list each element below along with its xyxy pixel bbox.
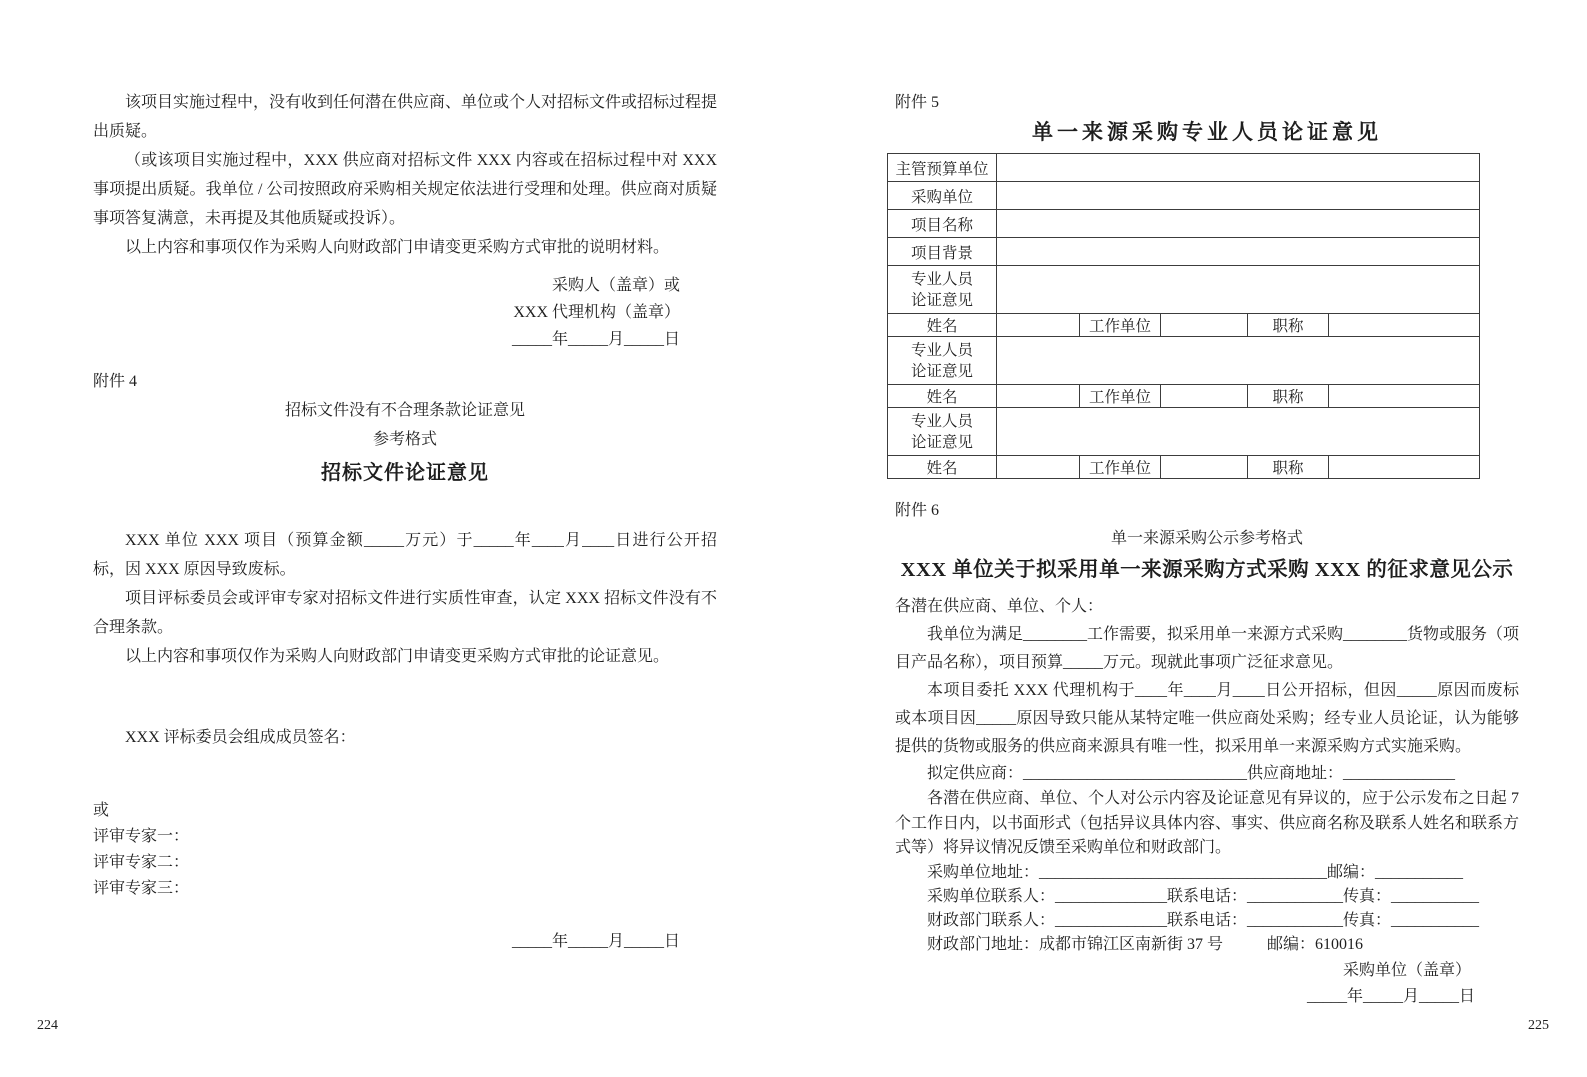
cell-project-background-value — [997, 238, 1480, 266]
attachment5-label: 附件 5 — [895, 94, 940, 111]
cell-purchase-unit-value — [997, 182, 1480, 210]
para-single-source-intent: 我单位为满足________工作需要，拟采用单一来源方式采购________货物或服务（项目产品名称），项目预算_____万元。现就此事项广泛征求意见。 — [895, 626, 1520, 671]
cell-budget-unit-value — [997, 154, 1480, 182]
supplier-blank-line: 拟定供应商：____________________________供应商地址：______________ — [927, 765, 1456, 782]
cell-workunit-label: 工作单位 — [1080, 385, 1161, 408]
cell-title-value — [1329, 314, 1480, 337]
date-blank-line: _____年_____月_____日 — [511, 331, 680, 348]
cell-title-value — [1329, 385, 1480, 408]
cell-expert-opinion-value — [997, 408, 1480, 456]
table-row — [888, 154, 1480, 182]
cell-purchase-unit-label: 采购单位 — [888, 182, 997, 210]
cell-workunit-value — [1161, 456, 1248, 479]
cell-title-label: 职称 — [1248, 314, 1329, 337]
attachment6-format-note: 单一来源采购公示参考格式 — [1110, 530, 1303, 547]
purchaser-address-line: 采购单位地址：____________________________________邮编：___________ — [927, 863, 1464, 881]
cell-title-label: 职称 — [1248, 385, 1329, 408]
salutation-line: 各潜在供应商、单位、个人： — [895, 598, 1104, 615]
para-no-challenge: 该项目实施过程中，没有收到任何潜在供应商、单位或个人对招标文件或招标过程提出质疑。 — [93, 94, 718, 140]
cell-expert-opinion-value — [997, 337, 1480, 385]
page-number-left: 224 — [37, 1018, 58, 1033]
page-left — [93, 88, 717, 955]
table-row — [888, 456, 1480, 479]
cell-expert-opinion-label: 专业人员 论证意见 — [888, 266, 997, 314]
table-row — [888, 314, 1480, 337]
attachment4-subtitle: 招标文件没有不合理条款论证意见 — [284, 402, 525, 419]
cell-project-name-value — [997, 210, 1480, 238]
agency-stamp-line: XXX 代理机构（盖章） — [513, 304, 680, 321]
signature-block — [93, 272, 717, 353]
committee-sign-label: XXX 评标委员会组成成员签名： — [125, 729, 356, 746]
or-label: 或 — [93, 802, 110, 819]
para-approval-note: 以上内容和事项仅作为采购人向财政部门申请变更采购方式审批的说明材料。 — [125, 239, 670, 256]
date-blank-line: _____年_____月_____日 — [511, 933, 680, 950]
cell-workunit-label: 工作单位 — [1080, 314, 1161, 337]
finance-address-line — [895, 933, 1519, 957]
table-row — [888, 210, 1480, 238]
table-row — [888, 238, 1480, 266]
table-row — [888, 266, 1480, 314]
finance-contact-line: 财政部门联系人：______________联系电话：____________传真：___________ — [927, 911, 1480, 929]
expert-sign-line-1: 评审专家一： — [93, 828, 190, 845]
cell-project-name-label: 项目名称 — [888, 210, 997, 238]
purchaser-contact-line: 采购单位联系人：______________联系电话：____________传真：___________ — [927, 887, 1480, 905]
para-alt-challenge: （或该项目实施过程中，XXX 供应商对招标文件 XXX 内容或在招标过程中对 XXX 事项提出质疑。我单位 / 公司按照政府采购相关规定依法进行受理和处理。供应商对质疑事项答复满意，未再提及其他质疑或投诉）。 — [93, 152, 717, 227]
finance-address-text: 财政部门地址：成都市锦江区南新街 37 号 — [927, 935, 1224, 953]
attachment4-label: 附件 4 — [93, 373, 138, 390]
para-bid-failure-reason: 本项目委托 XXX 代理机构于____年____月____日公开招标，但因_____原因而废标或本项目因_____原因导致只能从某特定唯一供应商处采购；经专业人员论证，认为能够提供的货物或服务的供应商来源具有唯一性，拟采用单一来源采购方式实施采购。 — [895, 682, 1519, 755]
cell-expert-opinion-label: 专业人员 论证意见 — [888, 408, 997, 456]
page-right — [895, 88, 1519, 1010]
table-row — [888, 182, 1480, 210]
para-argument-note: 以上内容和事项仅作为采购人向财政部门申请变更采购方式审批的论证意见。 — [125, 648, 670, 665]
cell-title-label: 职称 — [1248, 456, 1329, 479]
attachment4-title: 招标文件论证意见 — [321, 462, 489, 484]
cell-expert-opinion-label: 专业人员 论证意见 — [888, 337, 997, 385]
attachment4-format-note: 参考格式 — [372, 431, 437, 448]
attachment5-title: 单一来源采购专业人员论证意见 — [1032, 120, 1382, 144]
purchase-unit-stamp-line: 采购单位（盖章） — [1342, 961, 1471, 979]
para-review-result: 项目评标委员会或评审专家对招标文件进行实质性审查，认定 XXX 招标文件没有不合理条款。 — [93, 590, 717, 636]
cell-name-label: 姓名 — [888, 314, 997, 337]
cell-expert-opinion-value — [997, 266, 1480, 314]
cell-name-value — [997, 314, 1080, 337]
date-blank-line: _____年_____月_____日 — [1306, 987, 1475, 1005]
cell-title-value — [1329, 456, 1480, 479]
para-open-bid-failed: XXX 单位 XXX 项目（预算金额_____万元）于_____年____月____日进行公开招标，因 XXX 原因导致废标。 — [93, 532, 717, 578]
attachment6-title: XXX 单位关于拟采用单一来源采购方式采购 XXX 的征求意见公示 — [900, 559, 1514, 581]
cell-budget-unit-label: 主管预算单位 — [888, 154, 997, 182]
cell-workunit-label: 工作单位 — [1080, 456, 1161, 479]
cell-name-value — [997, 385, 1080, 408]
finance-postcode-text: 邮编：610016 — [1267, 935, 1364, 953]
expert-sign-line-3: 评审专家三： — [93, 880, 190, 897]
attachment6-label: 附件 6 — [895, 502, 940, 519]
purchaser-stamp-line: 采购人（盖章）或 — [551, 277, 680, 294]
table-row — [888, 408, 1480, 456]
para-objection-procedure: 各潜在供应商、单位、个人对公示内容及论证意见有异议的，应于公示发布之日起 7 个工作日内，以书面形式（包括异议具体内容、事实、供应商名称及联系人姓名和联系方式等）将异议情况反馈至采购单位和财政部门。 — [895, 790, 1520, 856]
cell-name-label: 姓名 — [888, 385, 997, 408]
cell-workunit-value — [1161, 385, 1248, 408]
page-number-right: 225 — [1528, 1018, 1549, 1033]
cell-workunit-value — [1161, 314, 1248, 337]
cell-name-label: 姓名 — [888, 456, 997, 479]
expert-sign-line-2: 评审专家二： — [93, 854, 190, 871]
cell-name-value — [997, 456, 1080, 479]
professional-opinion-table — [887, 153, 1480, 479]
table-row — [888, 337, 1480, 385]
table-row — [888, 385, 1480, 408]
cell-project-background-label: 项目背景 — [888, 238, 997, 266]
